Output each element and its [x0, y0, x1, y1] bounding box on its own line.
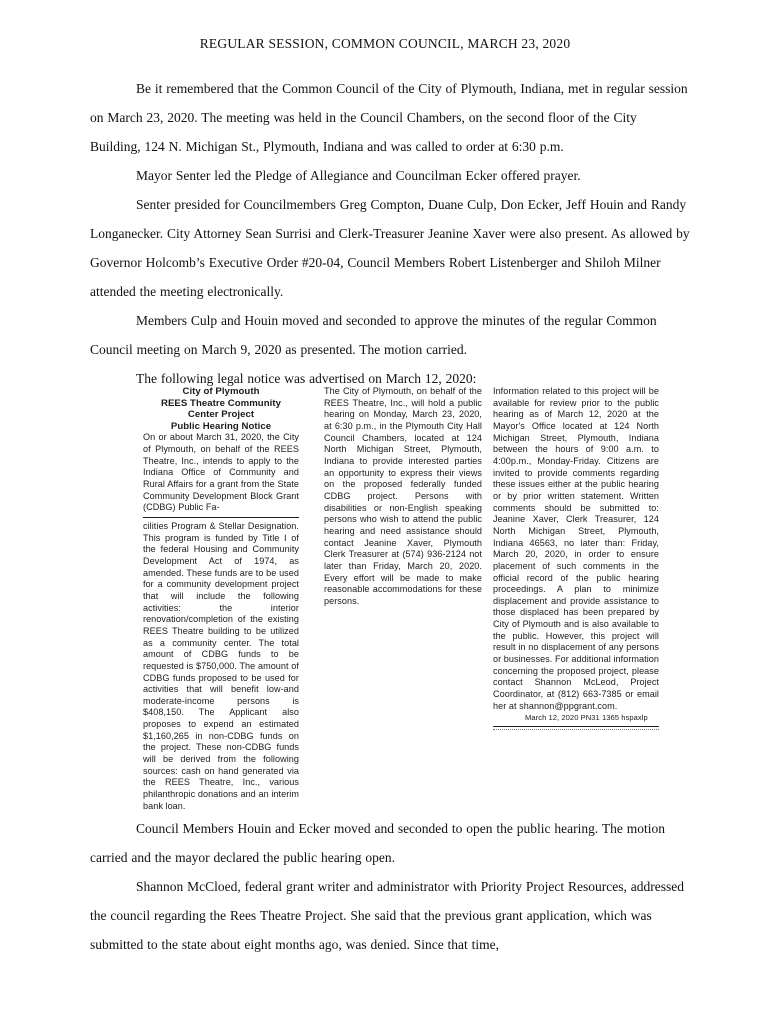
notice-end-dotted-rule: [493, 729, 659, 730]
notice-column-1: [143, 386, 299, 812]
paragraph-notice-intro: The following legal notice was advertised on March 12, 2020:: [136, 371, 477, 386]
paragraph-pledge: Mayor Senter led the Pledge of Allegiance and Councilman Ecker offered prayer.: [136, 168, 581, 183]
notice-signature: March 12, 2020 PN31 1365 hspaxlp: [525, 713, 648, 723]
notice-col2-text: The City of Plymouth, on behalf of the REES Theatre, Inc., will hold a public hearing on Monday, March 23, 2020, at 6:30 p.m., in the Plymouth City Hall Council Chambers, located at 124 North Michigan Street, Plymouth, Indiana to provide interested parties an opportunity to express their views on the proposed federally funded CDBG project. Persons with disabilities or non-English speaking persons who wish to attend the public hearing and need assistance should contact Jeanine Xaver, Plymouth Clerk Treasurer at (574) 936-2124 not later than Friday, March 20, 2020. Every effort will be made to make reasonable accommodations for these persons.: [324, 386, 482, 606]
notice-col3-text: Information related to this project will be available for review prior to the public hearing as of March 12, 2020 at the Mayor's Office located at 124 North Michigan Street, Plymouth, Indiana between the hours of 9:00 a.m. to 4:00p.m., Monday-Friday. Citizens are invited to provide comments regarding these issues either at the public hearing or by prior written statement. Written comments should be submitted to: Jeanine Xaver, Clerk Treasurer, 124 North Michigan Street, Plymouth, Indiana 46563, no later than: Friday, March 20, 2020, in order to ensure placement of such comments in the official record of the public hearing proceedings. A plan to minimize displacement and provide assistance to those displaced has been prepared by City of Plymouth and is also available to the public. However, this project will result in no displacement of any persons or businesses. For additional information concerning the proposed project, please contact Shannon McLeod, Project Coordinator, at (812) 663-7385 or email her at shannon@ppgrant.com.: [493, 386, 659, 711]
notice-heading-line: Public Hearing Notice: [170, 420, 272, 432]
notice-heading: [143, 386, 299, 432]
paragraph-open-hearing: Council Members Houin and Ecker moved and seconded to open the public hearing. The motion carried and the mayor declared the public hearing open.: [90, 821, 665, 865]
notice-column-3: [493, 386, 659, 730]
notice-col1-bottom-text: cilities Program & Stellar Designation. This program is funded by Title I of the federal Housing and Community Development Act of 1974, as amended. These funds are to be used for a community development project that will include the following activities: the interior renovation/completion of the existing REES Theatre building to be utilized as a community center. The total amount of CDBG funds to be requested is $750,000. The amount of CDBG funds proposed to be used for activities that will benefit low-and moderate-income persons is $408,150. The Applicant also proposes to expend an estimated $1,160,265 in non-CDBG funds on the project. These non-CDBG funds will be derived from the following sources: cash on hand generated via the REES Theatre, Inc., various philanthropic donations and an interim bank loan.: [143, 520, 299, 811]
legal-notice-clipping: [140, 386, 674, 811]
notice-heading-line: Center Project: [187, 409, 255, 421]
paragraph-mccloed: Shannon McCloed, federal grant writer and administrator with Priority Project Resources, addressed the council regarding the Rees Theatre Project. She said that the previous grant application, which was submitted to the state about eight months ago, was denied. Since that time,: [90, 879, 684, 952]
page-header: REGULAR SESSION, COMMON COUNCIL, MARCH 23, 2020: [199, 36, 571, 51]
notice-heading-line: REES Theatre Community: [161, 397, 281, 409]
intro-section: [90, 74, 690, 393]
paragraph-minutes: Members Culp and Houin moved and seconded to approve the minutes of the regular Common Council meeting on March 9, 2020 as presented. The motion carried.: [90, 313, 657, 357]
notice-end-rule: [493, 726, 659, 727]
paragraph-attendance: Senter presided for Councilmembers Greg Compton, Duane Culp, Don Ecker, Jeff Houin and Randy Longanecker. City Attorney Sean Surrisi and Clerk-Treasurer Jeanine Xaver were also present. As allowed by Governor Holcomb’s Executive Order #20-04, Council Members Robert Listenberger and Shiloh Milner attended the meeting electronically.: [90, 197, 690, 299]
after-notice-section: [90, 814, 690, 959]
notice-divider: [143, 517, 299, 518]
notice-heading-line: City of Plymouth: [182, 386, 260, 397]
notice-column-2: [324, 386, 482, 607]
notice-col1-top-text: On or about March 31, 2020, the City of Plymouth, on behalf of the REES Theatre, Inc., intends to apply to the Indiana Office of Community and Rural Affairs for a grant from the State Community Development Block Grant (CDBG) Public Fa-: [143, 432, 299, 513]
paragraph-opening: Be it remembered that the Common Council of the City of Plymouth, Indiana, met in regular session on March 23, 2020. The meeting was held in the Council Chambers, on the second floor of the City Building, 124 N. Michigan St., Plymouth, Indiana and was called to order at 6:30 p.m.: [90, 81, 688, 154]
